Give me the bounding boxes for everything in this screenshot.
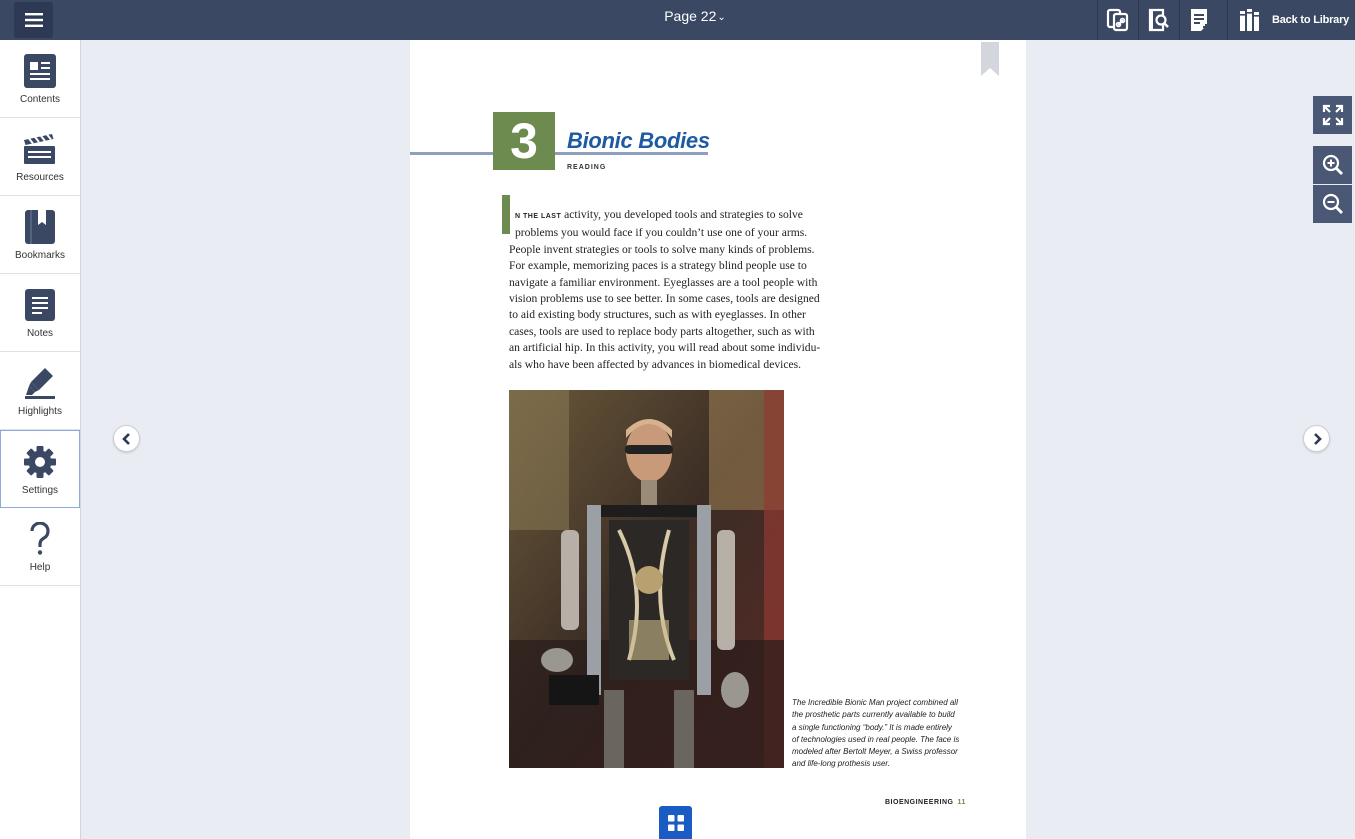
sidebar-item-label: Highlights xyxy=(18,406,62,417)
next-page-button[interactable] xyxy=(1303,425,1330,452)
previous-page-button[interactable] xyxy=(113,425,140,452)
body-line: an artificial hip. In this activity, you will read about some individu- xyxy=(509,341,821,355)
back-to-library-button[interactable] xyxy=(1227,0,1355,40)
sidebar-item-help[interactable] xyxy=(0,508,80,586)
book-page xyxy=(410,40,1026,839)
running-footer xyxy=(885,799,966,806)
hamburger-icon xyxy=(25,13,43,27)
expand-icon xyxy=(1322,104,1344,126)
highlighter-icon xyxy=(23,366,57,400)
body-line: People invent strategies or tools to solve many kinds of problems. xyxy=(509,242,815,256)
caption-line: a single functioning “body.” It is made entirely xyxy=(792,722,952,732)
gear-icon xyxy=(23,445,57,479)
body-line: problems you would face if you couldn’t use one of your arms. xyxy=(515,226,808,240)
menu-button[interactable] xyxy=(14,2,53,38)
sidebar-item-notes[interactable] xyxy=(0,274,80,352)
chevron-left-icon xyxy=(122,433,132,445)
footer-section: BIOENGINEERING xyxy=(885,799,954,806)
copy-link-button[interactable] xyxy=(1097,0,1137,40)
chapter-type: READING xyxy=(567,164,607,171)
body-line: to aid existing body structures, such as with eyeglasses. In other xyxy=(509,308,806,322)
body-line: activity, you developed tools and strategies to solve xyxy=(564,208,803,221)
sidebar-item-bookmarks[interactable] xyxy=(0,196,80,274)
zoom-out-button[interactable] xyxy=(1313,185,1352,223)
zoom-in-button[interactable] xyxy=(1313,146,1352,184)
chapter-title: Bionic Bodies xyxy=(567,128,710,153)
back-to-library-label: Back to Library xyxy=(1272,14,1350,26)
body-line: als who have been affected by advances in biomedical devices. xyxy=(509,357,802,371)
sidebar-item-settings[interactable] xyxy=(0,430,80,508)
sidebar-item-highlights[interactable] xyxy=(0,352,80,430)
body-line: cases, tools are used to replace body parts altogether, such as with xyxy=(509,324,815,338)
zoom-in-icon xyxy=(1322,154,1344,176)
thumbnail-grid-button[interactable] xyxy=(659,806,692,839)
search-book-icon xyxy=(1146,7,1172,33)
grid-icon xyxy=(667,814,685,832)
question-icon xyxy=(28,522,52,556)
body-paragraph xyxy=(509,207,857,373)
notes-icon xyxy=(25,289,55,321)
bookmark-ribbon-icon[interactable] xyxy=(981,42,999,76)
top-toolbar xyxy=(0,0,1355,40)
contents-icon xyxy=(24,54,56,88)
sidebar-item-label: Resources xyxy=(16,172,64,183)
caption-line: modeled after Bertolt Meyer, a Swiss professor xyxy=(792,747,958,757)
page-selector[interactable] xyxy=(640,7,750,27)
body-line: vision problems use to see better. In some cases, tools are designed xyxy=(509,292,820,306)
zoom-out-icon xyxy=(1322,193,1344,215)
library-books-icon xyxy=(1239,8,1263,32)
caption-line: of technologies used in real people. The face is xyxy=(792,734,960,744)
sidebar xyxy=(0,40,81,839)
sidebar-item-label: Help xyxy=(29,562,51,573)
fullscreen-button[interactable] xyxy=(1313,96,1352,134)
sidebar-item-label: Notes xyxy=(26,328,54,339)
chapter-number: 3 xyxy=(493,112,555,170)
lead-in: N THE LAST xyxy=(515,213,562,220)
sidebar-item-label: Contents xyxy=(19,94,61,105)
photo-caption xyxy=(792,697,972,771)
page-label: Page 22 xyxy=(664,8,717,24)
sidebar-item-contents[interactable] xyxy=(0,40,80,118)
body-line: navigate a familiar environment. Eyeglasses are a tool people with xyxy=(509,275,818,289)
chevron-right-icon xyxy=(1312,433,1322,445)
copy-link-icon xyxy=(1105,7,1131,33)
bookmark-book-icon xyxy=(25,210,55,244)
add-note-button[interactable] xyxy=(1179,0,1219,40)
sidebar-item-label: Bookmarks xyxy=(14,250,65,261)
footer-page-number: 11 xyxy=(957,799,966,806)
body-line: For example, memorizing paces is a strategy blind people use to xyxy=(509,259,807,273)
chevron-down-icon: ⌄ xyxy=(717,12,726,23)
bionic-man-photo xyxy=(509,390,784,768)
caption-line: The Incredible Bionic Man project combined all xyxy=(792,698,958,707)
clapperboard-icon xyxy=(23,133,57,165)
sidebar-item-label: Settings xyxy=(21,485,59,496)
caption-line: and life-long prothesis user. xyxy=(792,759,890,769)
sidebar-item-resources[interactable] xyxy=(0,118,80,196)
caption-line: the prosthetic parts currently available to build xyxy=(792,710,955,720)
add-note-icon xyxy=(1187,7,1213,33)
search-book-button[interactable] xyxy=(1138,0,1178,40)
